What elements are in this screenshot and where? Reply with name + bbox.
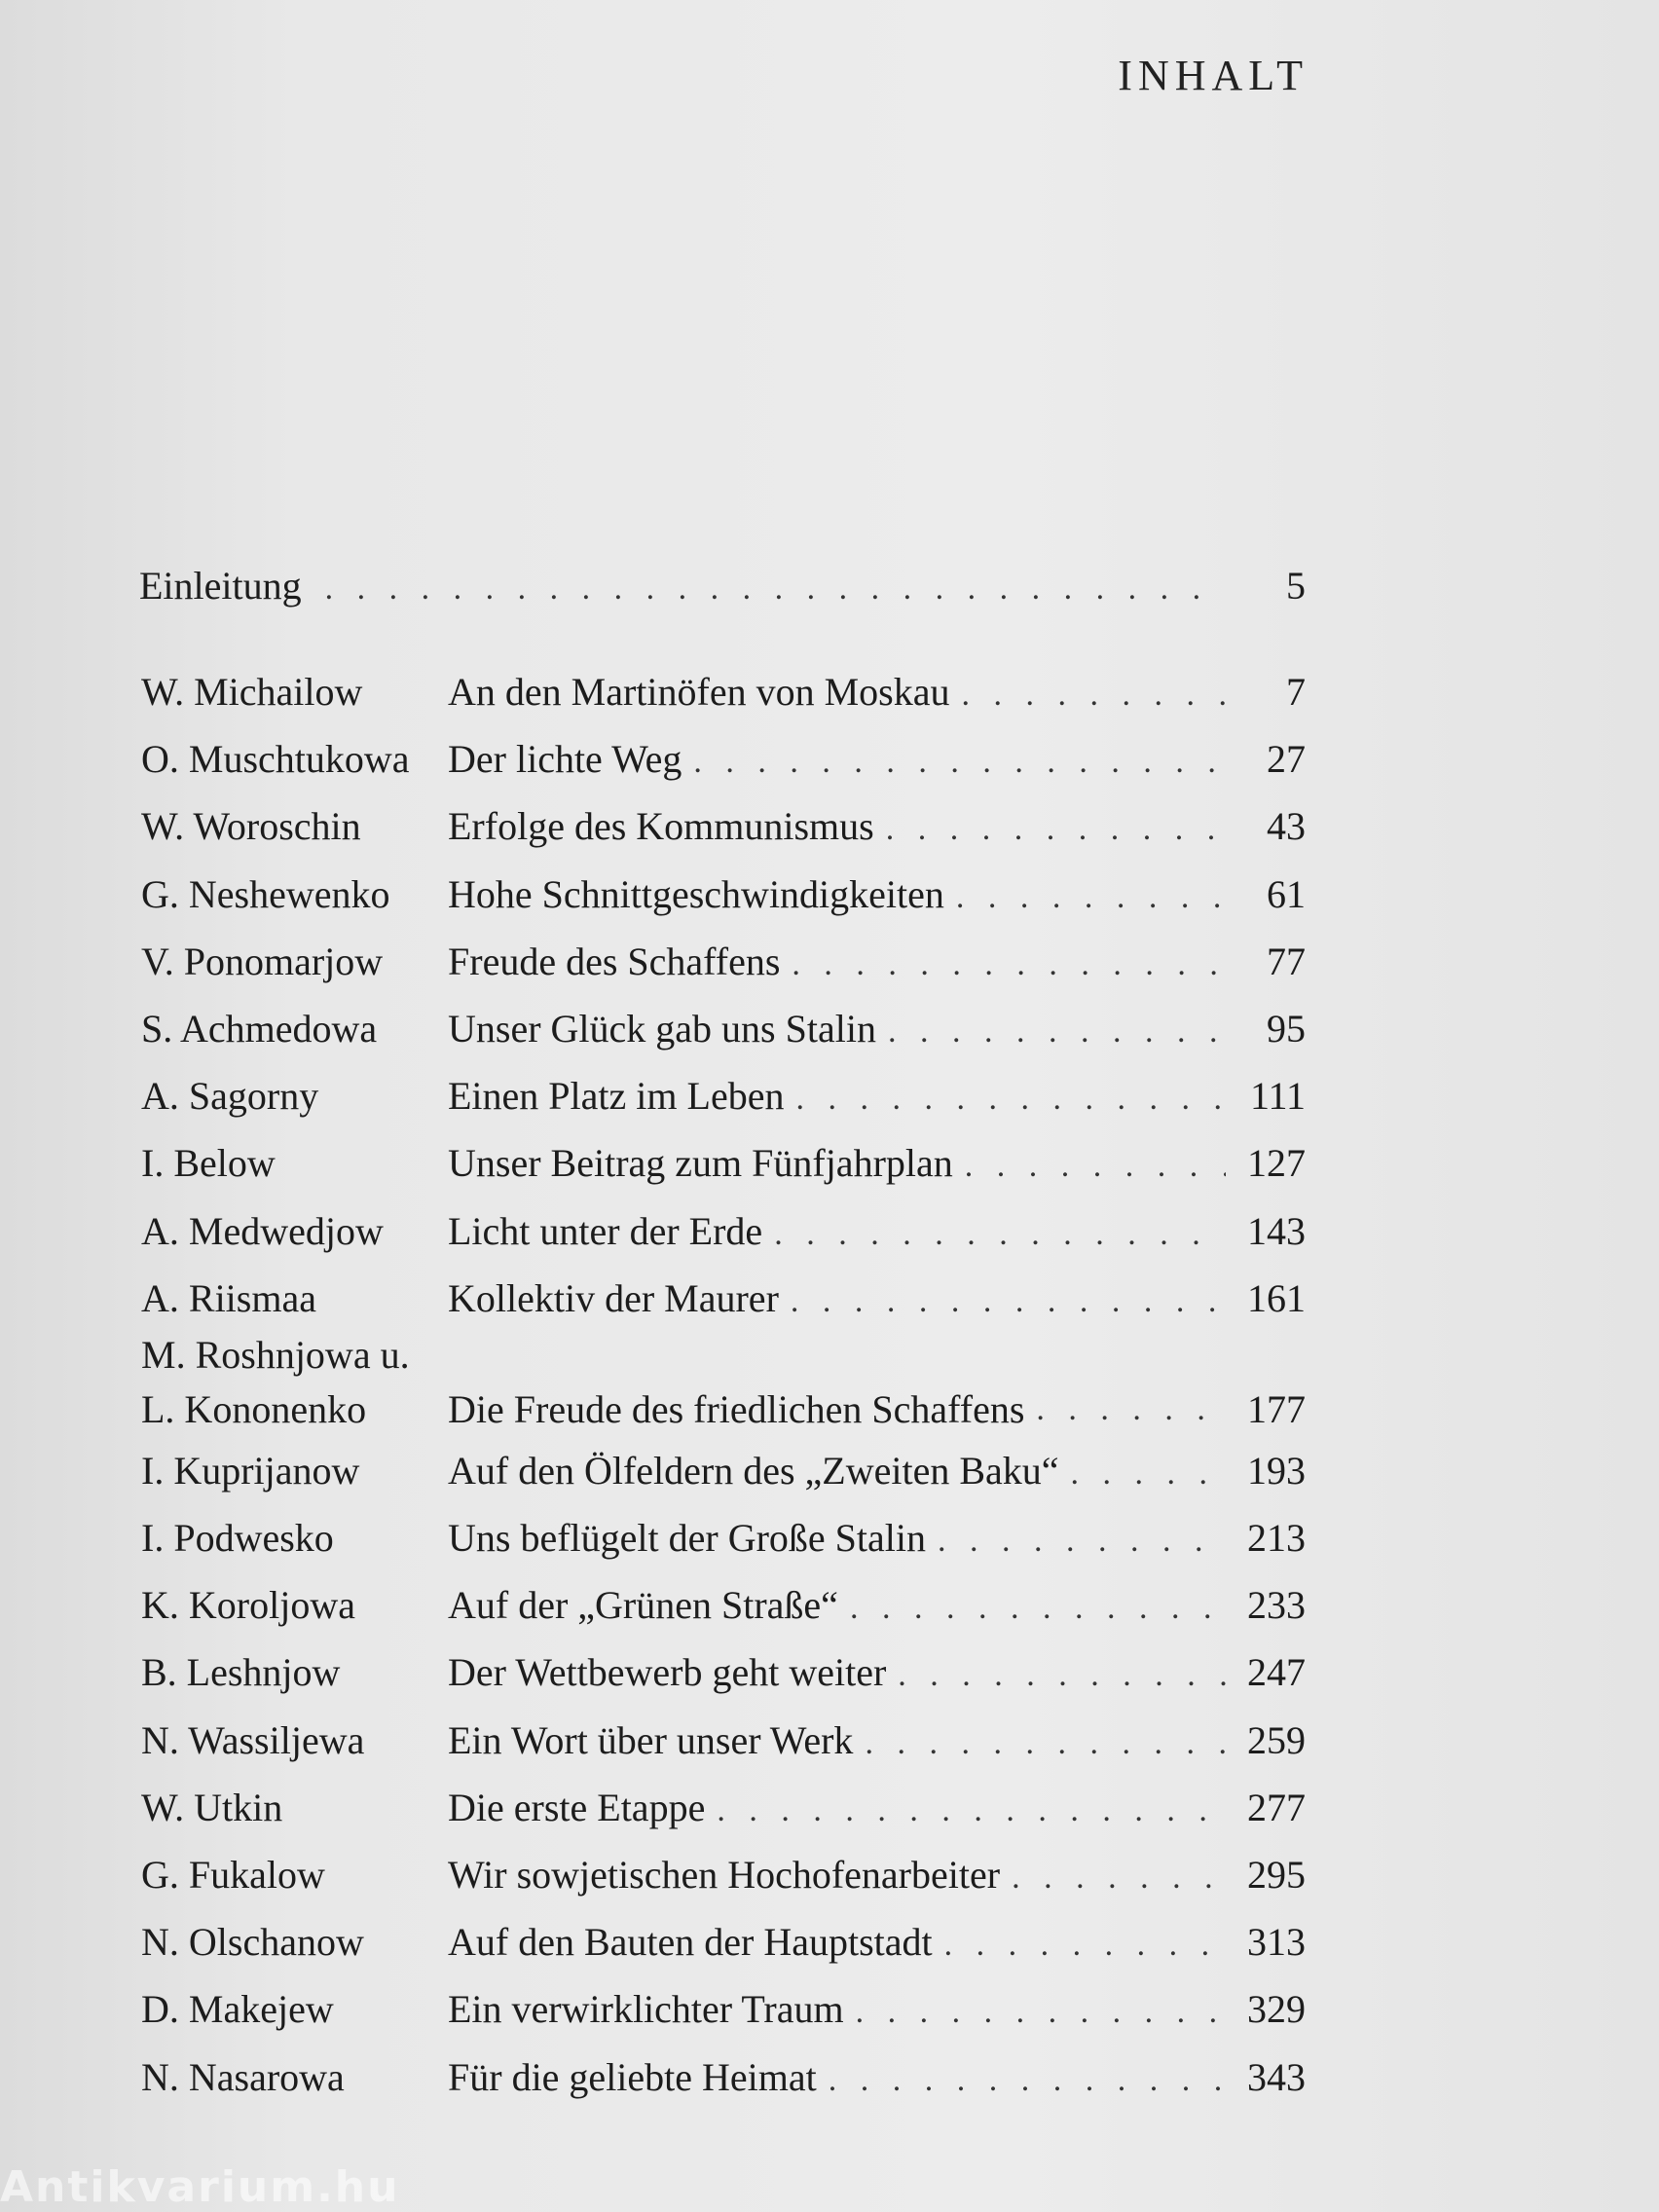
leader-dots (1071, 1440, 1226, 1507)
toc-author-name: G. Fukalow (141, 1853, 325, 1897)
toc-author (141, 1774, 448, 1841)
toc-page-number: 95 (1267, 1006, 1306, 1051)
toc-entry (141, 1841, 1306, 1908)
toc-author (141, 995, 448, 1062)
toc-author (141, 1062, 448, 1129)
leader-dots (856, 1978, 1226, 2046)
toc-author (141, 928, 448, 995)
toc-page-number: 313 (1247, 1920, 1306, 1965)
toc-author (141, 725, 448, 793)
leader-dots (956, 864, 1226, 931)
toc-title: Kollektiv der Maurer (448, 1275, 779, 1320)
leader-dots (965, 1132, 1226, 1199)
toc-entry (141, 1571, 1306, 1639)
toc-title: An den Martinöfen von Moskau (448, 670, 950, 714)
toc-title: Die Freude des friedlichen Schaffens (448, 1386, 1025, 1431)
intro-label: Einleitung (139, 564, 302, 608)
toc-entry (141, 1975, 1306, 2043)
toc-author-name: I. Below (141, 1141, 276, 1186)
toc-title: Uns beflügelt der Große Stalin (448, 1516, 926, 1561)
leader-dots (325, 571, 1214, 608)
toc-author-name: K. Koroljowa (141, 1583, 355, 1628)
toc-page-number: 127 (1247, 1141, 1306, 1186)
toc-page-number: 259 (1247, 1717, 1306, 1762)
leader-dots (829, 2046, 1226, 2114)
toc-author (141, 1908, 448, 1975)
toc-author-name: N. Olschanow (141, 1920, 364, 1965)
leader-dots (938, 1507, 1226, 1574)
toc-page-number: 295 (1247, 1853, 1306, 1897)
toc-title: Einen Platz im Leben (448, 1074, 785, 1119)
toc-page-number: 233 (1247, 1583, 1306, 1628)
toc-author-name: W. Michailow (141, 670, 363, 714)
toc-title: Wir sowjetischen Hochofenarbeiter (448, 1853, 1001, 1897)
toc-author (141, 658, 448, 725)
toc-page-number: 77 (1267, 939, 1306, 983)
toc-title: Erfolge des Kommunismus (448, 804, 874, 849)
toc-author (141, 1841, 448, 1908)
toc-author-name: B. Leshnjow (141, 1650, 341, 1695)
toc-title: Auf den Bauten der Hauptstadt (448, 1920, 933, 1965)
toc-author-name: D. Makejew (141, 1987, 334, 2032)
toc-title: Der Wettbewerb geht weiter (448, 1650, 887, 1695)
leader-dots (961, 661, 1226, 728)
toc-entry (141, 2044, 1306, 2111)
toc-author (141, 1639, 448, 1706)
toc-page-number: 277 (1247, 1785, 1306, 1829)
toc-author (141, 1707, 448, 1774)
leader-dots (791, 1268, 1226, 1335)
toc-entry (141, 1198, 1306, 1265)
toc-entry (141, 1707, 1306, 1774)
toc-author (141, 1198, 448, 1265)
toc-entry (141, 793, 1306, 860)
toc-author (141, 1975, 448, 2043)
toc-title: Die erste Etappe (448, 1785, 706, 1829)
toc-author (141, 1437, 448, 1504)
toc-entry (141, 1129, 1306, 1197)
toc-author-name: W. Woroschin (141, 804, 361, 849)
toc-title: Auf den Ölfeldern des „Zweiten Baku“ (448, 1448, 1059, 1493)
toc-author-name: I. Podwesko (141, 1516, 334, 1561)
toc-page-number: 213 (1247, 1516, 1306, 1561)
toc-author-name: W. Utkin (141, 1785, 283, 1829)
toc-entry (141, 1437, 1306, 1504)
toc-entry (141, 1908, 1306, 1975)
leader-dots (850, 1574, 1226, 1641)
toc-title: Hohe Schnittgeschwindigkeiten (448, 871, 944, 916)
toc-entry (141, 1265, 1306, 1332)
page-title: INHALT (1118, 52, 1309, 99)
toc-page-number: 329 (1247, 1987, 1306, 2032)
toc-entry (141, 995, 1306, 1062)
toc-author-name: N. Nasarowa (141, 2054, 345, 2099)
toc-title: Unser Glück gab uns Stalin (448, 1006, 876, 1051)
toc-page-number: 43 (1267, 804, 1306, 849)
leader-dots (1036, 1382, 1226, 1437)
leader-dots (886, 795, 1226, 863)
toc-entry (141, 1062, 1306, 1129)
toc-entry (141, 658, 1306, 725)
leader-dots (795, 1065, 1226, 1132)
toc-title: Ein verwirklichter Traum (448, 1987, 844, 2032)
toc-author (141, 2044, 448, 2111)
toc-author-name: O. Muschtukowa (141, 737, 410, 782)
toc-page-number: 193 (1247, 1448, 1306, 1493)
toc-author-name: A. Riismaa (141, 1275, 316, 1320)
toc-title: Auf der „Grünen Straße“ (448, 1583, 838, 1628)
toc-page-number: 143 (1247, 1208, 1306, 1253)
toc-page-number: 61 (1267, 871, 1306, 916)
toc-entry (141, 1332, 1306, 1437)
leader-dots (944, 1911, 1226, 1978)
leader-dots (774, 1200, 1226, 1268)
toc-page-number: 247 (1247, 1650, 1306, 1695)
toc-author-name: S. Achmedowa (141, 1006, 378, 1051)
toc-author (141, 1129, 448, 1197)
toc-page-number: 161 (1247, 1275, 1306, 1320)
toc-author-name-second: L. Kononenko (141, 1386, 367, 1431)
table-of-contents (141, 658, 1306, 2111)
intro-page-number: 5 (1286, 564, 1306, 608)
toc-title: Der lichte Weg (448, 737, 682, 782)
toc-author-name: I. Kuprijanow (141, 1448, 360, 1493)
watermark: Antikvarium.hu (0, 2162, 400, 2212)
toc-author (141, 861, 448, 928)
leader-dots (888, 998, 1226, 1065)
toc-author (141, 1328, 448, 1437)
leader-dots (792, 931, 1226, 998)
toc-entry (141, 1504, 1306, 1571)
toc-author (141, 793, 448, 860)
toc-author-name: A. Medwedjow (141, 1208, 384, 1253)
toc-author-name: V. Ponomarjow (141, 939, 384, 983)
toc-title: Ein Wort über unser Werk (448, 1717, 854, 1762)
toc-entry (141, 725, 1306, 793)
toc-title: Für die geliebte Heimat (448, 2054, 817, 2099)
toc-author (141, 1504, 448, 1571)
toc-author-name: N. Wassiljewa (141, 1717, 365, 1762)
toc-page-number: 111 (1249, 1074, 1306, 1119)
toc-title: Unser Beitrag zum Fünfjahrplan (448, 1141, 953, 1186)
toc-author-name: G. Neshewenko (141, 871, 390, 916)
toc-page-number: 27 (1267, 737, 1306, 782)
toc-title: Freude des Schaffens (448, 939, 781, 983)
toc-page-number: 7 (1286, 670, 1306, 714)
leader-dots (898, 1641, 1226, 1709)
leader-dots (1012, 1844, 1226, 1911)
toc-entry (141, 928, 1306, 995)
toc-intro-row (139, 563, 1306, 608)
toc-page-number: 343 (1247, 2054, 1306, 2099)
toc-author (141, 1265, 448, 1332)
toc-entry (141, 1774, 1306, 1841)
toc-author (141, 1571, 448, 1639)
toc-entry (141, 1639, 1306, 1706)
toc-author-name: M. Roshnjowa u. (141, 1332, 410, 1377)
leader-dots (693, 728, 1226, 795)
leader-dots (717, 1777, 1226, 1844)
leader-dots (865, 1710, 1226, 1777)
toc-entry (141, 861, 1306, 928)
toc-title: Licht unter der Erde (448, 1208, 763, 1253)
toc-page-number: 177 (1247, 1386, 1306, 1431)
toc-author-name: A. Sagorny (141, 1074, 319, 1119)
